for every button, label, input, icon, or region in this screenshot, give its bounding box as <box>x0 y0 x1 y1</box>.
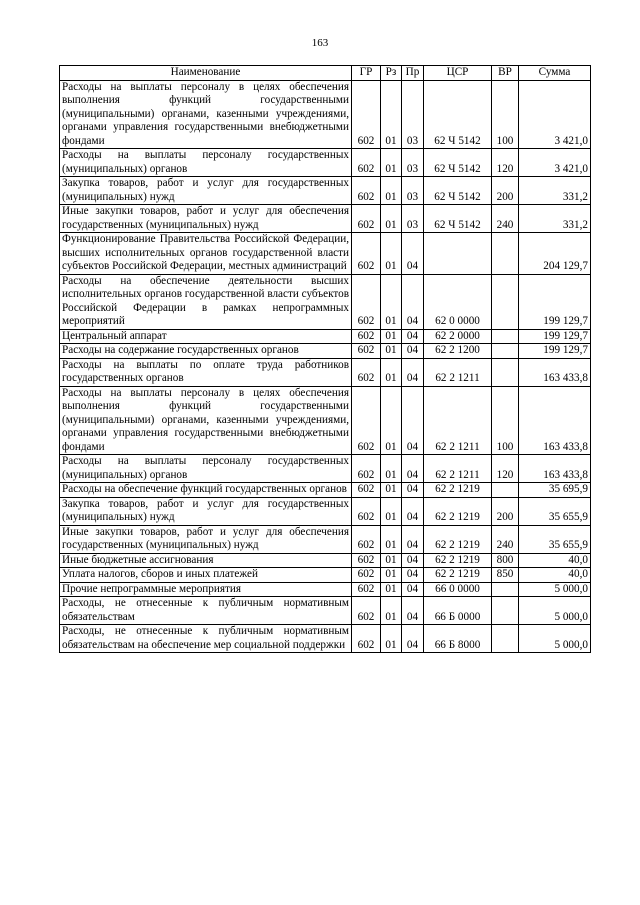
cell-rz: 01 <box>381 553 402 568</box>
cell-vr: 200 <box>492 497 519 525</box>
cell-pr: 04 <box>402 274 424 329</box>
cell-rz: 01 <box>381 625 402 653</box>
cell-sum: 163 433,8 <box>519 358 591 386</box>
cell-vr <box>492 358 519 386</box>
cell-sum: 163 433,8 <box>519 386 591 455</box>
cell-rz: 01 <box>381 525 402 553</box>
cell-gr: 602 <box>352 274 381 329</box>
cell-vr <box>492 344 519 359</box>
cell-csr: 62 Ч 5142 <box>424 177 492 205</box>
cell-rz: 01 <box>381 358 402 386</box>
cell-rz: 01 <box>381 149 402 177</box>
cell-pr: 03 <box>402 80 424 149</box>
cell-csr: 62 2 1211 <box>424 455 492 483</box>
cell-name: Функционирование Правительства Российской Федерации, высших исполнительных органов государственной власти субъектов Российской Федерации, местных администраций <box>60 233 352 275</box>
cell-csr: 66 Б 0000 <box>424 597 492 625</box>
cell-pr: 04 <box>402 344 424 359</box>
cell-name: Расходы на выплаты по оплате труда работников государственных органов <box>60 358 352 386</box>
cell-sum: 35 655,9 <box>519 497 591 525</box>
cell-csr: 62 2 1200 <box>424 344 492 359</box>
column-header-vr: ВР <box>492 66 519 81</box>
cell-rz: 01 <box>381 329 402 344</box>
column-header-rz: Рз <box>381 66 402 81</box>
table-row <box>60 358 591 386</box>
cell-rz: 01 <box>381 386 402 455</box>
cell-pr: 03 <box>402 205 424 233</box>
cell-csr: 62 2 1219 <box>424 568 492 583</box>
cell-vr <box>492 625 519 653</box>
cell-gr: 602 <box>352 80 381 149</box>
cell-vr: 100 <box>492 386 519 455</box>
cell-pr: 03 <box>402 149 424 177</box>
cell-gr: 602 <box>352 177 381 205</box>
cell-sum: 40,0 <box>519 568 591 583</box>
cell-gr: 602 <box>352 205 381 233</box>
cell-name: Закупка товаров, работ и услуг для государственных (муниципальных) нужд <box>60 497 352 525</box>
cell-csr: 62 Ч 5142 <box>424 205 492 233</box>
cell-csr: 62 2 1219 <box>424 497 492 525</box>
table-row <box>60 497 591 525</box>
cell-rz: 01 <box>381 233 402 275</box>
table-row <box>60 80 591 149</box>
cell-vr <box>492 483 519 498</box>
cell-name: Иные закупки товаров, работ и услуг для обеспечения государственных (муниципальных) нужд <box>60 525 352 553</box>
cell-csr: 62 2 1211 <box>424 386 492 455</box>
cell-name: Центральный аппарат <box>60 329 352 344</box>
cell-pr: 04 <box>402 525 424 553</box>
cell-sum: 5 000,0 <box>519 582 591 597</box>
cell-rz: 01 <box>381 582 402 597</box>
cell-pr: 04 <box>402 625 424 653</box>
budget-table <box>59 65 591 653</box>
cell-name: Расходы на содержание государственных органов <box>60 344 352 359</box>
table-row <box>60 233 591 275</box>
cell-pr: 04 <box>402 582 424 597</box>
cell-vr: 800 <box>492 553 519 568</box>
cell-name: Расходы на выплаты персоналу государственных (муниципальных) органов <box>60 455 352 483</box>
cell-pr: 04 <box>402 455 424 483</box>
cell-rz: 01 <box>381 483 402 498</box>
cell-vr <box>492 582 519 597</box>
table-row <box>60 205 591 233</box>
table-row <box>60 525 591 553</box>
cell-gr: 602 <box>352 625 381 653</box>
table-row <box>60 597 591 625</box>
cell-csr: 62 0 0000 <box>424 274 492 329</box>
cell-csr: 66 0 0000 <box>424 582 492 597</box>
cell-name: Уплата налогов, сборов и иных платежей <box>60 568 352 583</box>
table-row <box>60 177 591 205</box>
cell-pr: 04 <box>402 553 424 568</box>
cell-sum: 199 129,7 <box>519 344 591 359</box>
table-row <box>60 483 591 498</box>
table-row <box>60 274 591 329</box>
cell-rz: 01 <box>381 177 402 205</box>
table-row <box>60 625 591 653</box>
cell-vr <box>492 274 519 329</box>
table-row <box>60 149 591 177</box>
cell-vr: 240 <box>492 205 519 233</box>
cell-pr: 03 <box>402 177 424 205</box>
cell-rz: 01 <box>381 568 402 583</box>
cell-gr: 602 <box>352 497 381 525</box>
cell-pr: 04 <box>402 483 424 498</box>
cell-sum: 163 433,8 <box>519 455 591 483</box>
cell-vr <box>492 233 519 275</box>
cell-sum: 40,0 <box>519 553 591 568</box>
cell-name: Расходы на выплаты персоналу государственных (муниципальных) органов <box>60 149 352 177</box>
cell-sum: 204 129,7 <box>519 233 591 275</box>
cell-gr: 602 <box>352 329 381 344</box>
cell-vr <box>492 329 519 344</box>
cell-csr: 62 2 1219 <box>424 483 492 498</box>
cell-csr: 62 2 1219 <box>424 553 492 568</box>
cell-gr: 602 <box>352 233 381 275</box>
cell-gr: 602 <box>352 525 381 553</box>
cell-name: Закупка товаров, работ и услуг для государственных (муниципальных) нужд <box>60 177 352 205</box>
cell-gr: 602 <box>352 344 381 359</box>
cell-pr: 04 <box>402 386 424 455</box>
column-header-csr: ЦСР <box>424 66 492 81</box>
cell-vr: 240 <box>492 525 519 553</box>
cell-csr: 66 Б 8000 <box>424 625 492 653</box>
cell-sum: 3 421,0 <box>519 80 591 149</box>
cell-sum: 35 655,9 <box>519 525 591 553</box>
cell-vr: 850 <box>492 568 519 583</box>
cell-pr: 04 <box>402 568 424 583</box>
page-number: 163 <box>311 37 329 49</box>
cell-sum: 5 000,0 <box>519 625 591 653</box>
table-row <box>60 329 591 344</box>
cell-gr: 602 <box>352 358 381 386</box>
cell-sum: 35 695,9 <box>519 483 591 498</box>
table-row <box>60 553 591 568</box>
cell-csr: 62 Ч 5142 <box>424 80 492 149</box>
cell-csr: 62 2 1219 <box>424 525 492 553</box>
cell-pr: 04 <box>402 358 424 386</box>
cell-gr: 602 <box>352 553 381 568</box>
table-body <box>60 80 591 653</box>
cell-csr: 62 Ч 5142 <box>424 149 492 177</box>
cell-name: Расходы на выплаты персоналу в целях обеспечения выполнения функций государственными (муниципальными) органами, казенными учреждениями, органами управления государственными внебюджетными фондами <box>60 386 352 455</box>
cell-gr: 602 <box>352 597 381 625</box>
cell-name: Расходы на выплаты персоналу в целях обеспечения выполнения функций государственными (муниципальными) органами, казенными учреждениями, органами управления государственными внебюджетными фондами <box>60 80 352 149</box>
cell-gr: 602 <box>352 455 381 483</box>
cell-csr: 62 2 0000 <box>424 329 492 344</box>
table-header-row <box>60 66 591 81</box>
cell-gr: 602 <box>352 483 381 498</box>
cell-sum: 331,2 <box>519 177 591 205</box>
cell-sum: 3 421,0 <box>519 149 591 177</box>
cell-rz: 01 <box>381 205 402 233</box>
cell-pr: 04 <box>402 233 424 275</box>
column-header-gr: ГР <box>352 66 381 81</box>
cell-gr: 602 <box>352 149 381 177</box>
cell-csr: 62 2 1211 <box>424 358 492 386</box>
cell-rz: 01 <box>381 344 402 359</box>
cell-name: Расходы на обеспечение деятельности высших исполнительных органов государственной власти субъектов Российской Федерации в рамках непрограммных мероприятий <box>60 274 352 329</box>
cell-gr: 602 <box>352 386 381 455</box>
cell-name: Прочие непрограммные мероприятия <box>60 582 352 597</box>
cell-sum: 199 129,7 <box>519 329 591 344</box>
cell-vr: 120 <box>492 149 519 177</box>
cell-sum: 331,2 <box>519 205 591 233</box>
table-row <box>60 386 591 455</box>
cell-vr: 200 <box>492 177 519 205</box>
cell-name: Расходы, не отнесенные к публичным нормативным обязательствам на обеспечение мер социальной поддержки <box>60 625 352 653</box>
column-header-sum: Сумма <box>519 66 591 81</box>
cell-pr: 04 <box>402 597 424 625</box>
cell-gr: 602 <box>352 568 381 583</box>
cell-gr: 602 <box>352 582 381 597</box>
cell-name: Расходы на обеспечение функций государственных органов <box>60 483 352 498</box>
cell-pr: 04 <box>402 497 424 525</box>
table-row <box>60 568 591 583</box>
table-row <box>60 582 591 597</box>
cell-rz: 01 <box>381 497 402 525</box>
column-header-name: Наименование <box>60 66 352 81</box>
cell-rz: 01 <box>381 274 402 329</box>
cell-name: Иные бюджетные ассигнования <box>60 553 352 568</box>
cell-csr <box>424 233 492 275</box>
cell-rz: 01 <box>381 455 402 483</box>
cell-rz: 01 <box>381 80 402 149</box>
table-row <box>60 455 591 483</box>
cell-rz: 01 <box>381 597 402 625</box>
table-row <box>60 344 591 359</box>
cell-sum: 5 000,0 <box>519 597 591 625</box>
column-header-pr: Пр <box>402 66 424 81</box>
cell-vr: 120 <box>492 455 519 483</box>
cell-vr: 100 <box>492 80 519 149</box>
cell-sum: 199 129,7 <box>519 274 591 329</box>
cell-name: Расходы, не отнесенные к публичным нормативным обязательствам <box>60 597 352 625</box>
cell-name: Иные закупки товаров, работ и услуг для обеспечения государственных (муниципальных) нужд <box>60 205 352 233</box>
cell-vr <box>492 597 519 625</box>
cell-pr: 04 <box>402 329 424 344</box>
